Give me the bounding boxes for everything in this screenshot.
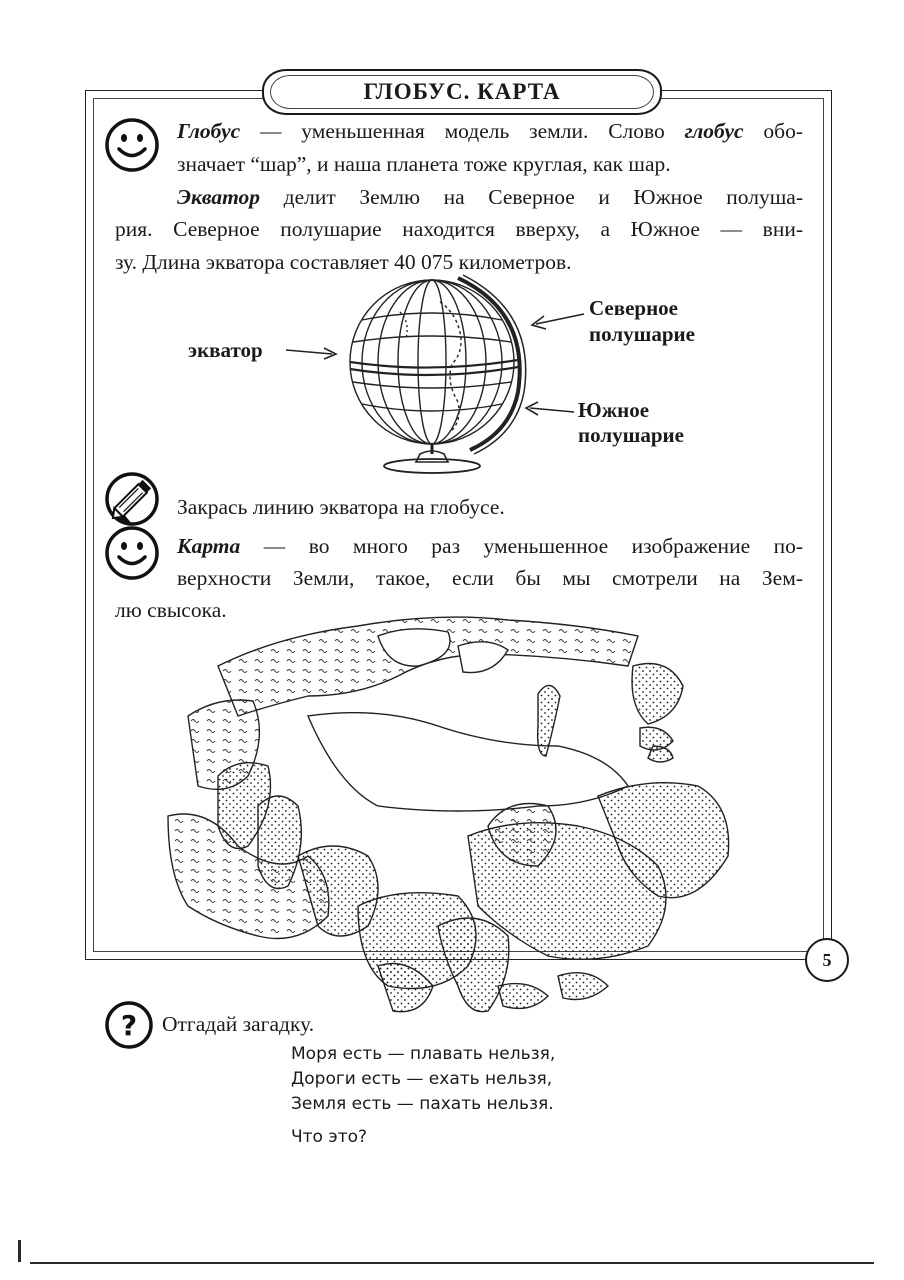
text-line: Карта — во много раз уменьшенное изображение по- [177,534,803,558]
southern-hemisphere-label-1: Южное [578,398,650,422]
smiley-icon [104,117,160,173]
question-mark-icon [104,1000,154,1050]
text-line: верхности Земли, такое, если бы мы смотрели на Зем- [177,566,803,590]
equator-label: экватор [188,338,263,362]
text-line: Глобус — уменьшенная модель земли. Слово глобус обо- [177,119,803,143]
globe-illustration [340,272,540,477]
northern-hemisphere-label-2: полушарие [589,322,695,346]
arrow-left-icon [522,400,576,420]
riddle-line: Дороги есть — ехать нельзя, [291,1069,553,1089]
task-text: Закрась линию экватора на глобусе. [177,495,505,519]
bottom-rule [30,1262,874,1264]
riddle-text [291,1042,555,1150]
riddle-prompt: Отгадай загадку. [162,1012,315,1036]
riddle-line: Земля есть — пахать нельзя. [291,1094,554,1114]
text-line: Экватор делит Землю на Северное и Южное полуша- [177,185,803,209]
scan-mark [18,1240,21,1262]
arrow-left-icon [528,310,588,330]
svg-text:?: ? [120,1009,138,1042]
smiley-icon [104,525,160,581]
arrow-right-icon [284,342,340,360]
text-line: лю свысока. [115,598,227,622]
text-line: значает “шар”, и наша планета тоже круглая, как шар. [177,152,671,176]
page-title [262,69,662,115]
pencil-icon [104,471,160,527]
northern-hemisphere-label-1: Северное [589,296,679,320]
text-line: рия. Северное полушарие находится вверху, а Южное — вни- [115,217,803,241]
text-line: зу. Длина экватора составляет 40 075 километров. [115,250,572,274]
page-title-text: ГЛОБУС. КАРТА [363,79,561,104]
page-number: 5 [805,938,849,982]
riddle-line: Моря есть — плавать нельзя, [291,1044,556,1064]
eurasia-map-illustration [158,606,738,1022]
riddle-question: Что это? [291,1127,368,1147]
southern-hemisphere-label-2: полушарие [578,423,684,447]
